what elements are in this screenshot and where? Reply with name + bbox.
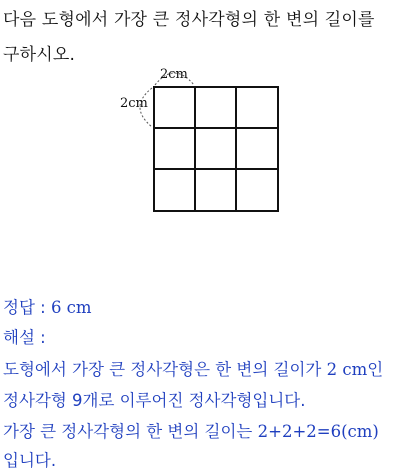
question-line-1: 다음 도형에서 가장 큰 정사각형의 한 변의 길이를: [3, 10, 375, 30]
explanation-line-3: [3, 418, 379, 442]
explanation-line-1-end: 인: [367, 360, 384, 379]
explanation-line-3-text: 가장 큰 정사각형의 한 변의 길이는: [3, 422, 258, 441]
explanation-line-2: 정사각형 9개로 이루어진 정사각형입니다.: [3, 391, 306, 410]
explanation-line-1-text: 도형에서 가장 큰 정사각형은 한 변의 길이가: [3, 360, 327, 379]
explanation-line-1-math: 2 cm: [326, 360, 368, 379]
explanation-line-1: [3, 356, 383, 380]
answer-line: [3, 294, 92, 318]
explanation-line-4: 입니다.: [3, 451, 57, 470]
left-dimension-label: 2cm: [120, 96, 148, 111]
outer-square: [154, 87, 278, 211]
explanation-label: 해설 :: [3, 328, 46, 347]
grid-figure: [0, 0, 400, 230]
grid-squares: [154, 87, 278, 211]
answer-value: 6 cm: [50, 298, 92, 317]
explanation-line-3-math: 2+2+2=6(cm): [257, 422, 379, 441]
question-line-2: 구하시오.: [3, 45, 76, 65]
answer-label: 정답 :: [3, 298, 51, 317]
top-dimension-label: 2cm: [160, 67, 188, 82]
